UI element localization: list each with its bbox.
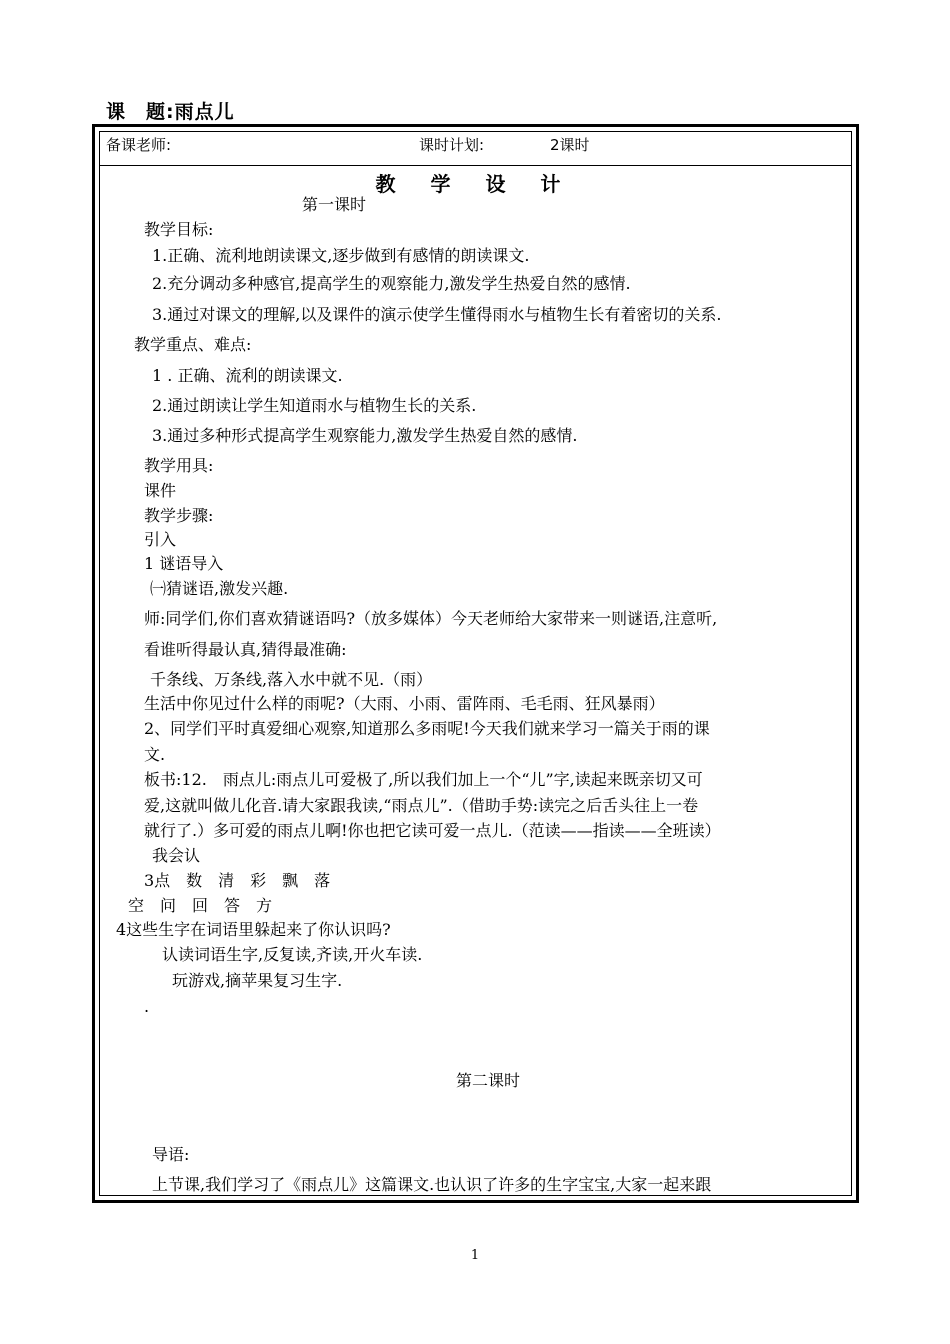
body-line: ㈠猜谜语,激发兴趣. <box>150 579 289 598</box>
body-line: 千条线、万条线,落入水中就不见.（雨） <box>150 670 433 689</box>
lesson1-title: 第一课时 <box>302 195 367 214</box>
body-line: 生活中你见过什么样的雨呢?（大雨、小雨、雷阵雨、毛毛雨、狂风暴雨） <box>144 694 665 713</box>
body-line: 师:同学们,你们喜欢猜谜语吗?（放多媒体）今天老师给大家带来一则谜语,注意听, <box>144 609 718 628</box>
body-line: 爱,这就叫做儿化音.请大家跟我读,“雨点儿”.（借助手势:读完之后舌头往上一卷 <box>144 796 699 815</box>
body-line: 教学步骤: <box>144 506 214 525</box>
design-heading: 教 学 设 计 <box>375 172 575 196</box>
body-line: 2.充分调动多种感官,提高学生的观察能力,激发学生热爱自然的感情. <box>152 274 631 293</box>
page-title: 课 题:雨点儿 <box>106 101 235 123</box>
body-line: 上节课,我们学习了《雨点儿》这篇课文.也认识了许多的生字宝宝,大家一起来跟 <box>152 1175 712 1194</box>
teacher-label: 备课老师: <box>106 136 172 154</box>
body-line: 引入 <box>144 530 177 549</box>
body-line: 1.正确、流利地朗读课文,逐步做到有感情的朗读课文. <box>152 246 530 265</box>
body-line: 板书:12. 雨点儿:雨点儿可爱极了,所以我们加上一个“儿”字,读起来既亲切又可 <box>144 770 703 789</box>
body-line: 2.通过朗读让学生知道雨水与植物生长的关系. <box>152 396 477 415</box>
lesson2-title: 第二课时 <box>456 1071 521 1090</box>
body-line: 1 谜语导入 <box>144 554 224 573</box>
plan-value: 2课时 <box>550 136 590 154</box>
body-line: 3.通过多种形式提高学生观察能力,激发学生热爱自然的感情. <box>152 426 578 445</box>
body-line: 教学目标: <box>144 220 214 239</box>
body-line: 我会认 <box>152 846 201 865</box>
body-line: 3点 数 清 彩 飘 落 <box>144 871 331 890</box>
header-divider <box>100 165 851 166</box>
body-line: . <box>144 997 150 1016</box>
body-line: 1 . 正确、流利的朗读课文. <box>152 366 343 385</box>
body-line: 就行了.）多可爱的雨点儿啊!你也把它读可爱一点儿.（范读——指读——全班读） <box>144 821 721 840</box>
body-line: 认读词语生字,反复读,齐读,开火车读. <box>162 945 423 964</box>
body-line: 课件 <box>144 481 177 500</box>
body-line: 看谁听得最认真,猜得最准确: <box>144 640 347 659</box>
body-line: 3.通过对课文的理解,以及课件的演示使学生懂得雨水与植物生长有着密切的关系. <box>152 305 722 324</box>
body-line: 2、同学们平时真爱细心观察,知道那么多雨呢!今天我们就来学习一篇关于雨的课 <box>144 719 710 738</box>
body-line: 空 问 回 答 方 <box>128 896 273 915</box>
page-number: 1 <box>470 1248 480 1263</box>
body-line: 4这些生字在词语里躲起来了你认识吗? <box>116 920 391 939</box>
plan-label: 课时计划: <box>419 136 485 154</box>
body-line: 玩游戏,摘苹果复习生字. <box>172 971 343 990</box>
body-line: 导语: <box>152 1145 190 1164</box>
body-line: 教学重点、难点: <box>134 335 252 354</box>
body-line: 文. <box>144 745 166 764</box>
body-line: 教学用具: <box>144 456 214 475</box>
